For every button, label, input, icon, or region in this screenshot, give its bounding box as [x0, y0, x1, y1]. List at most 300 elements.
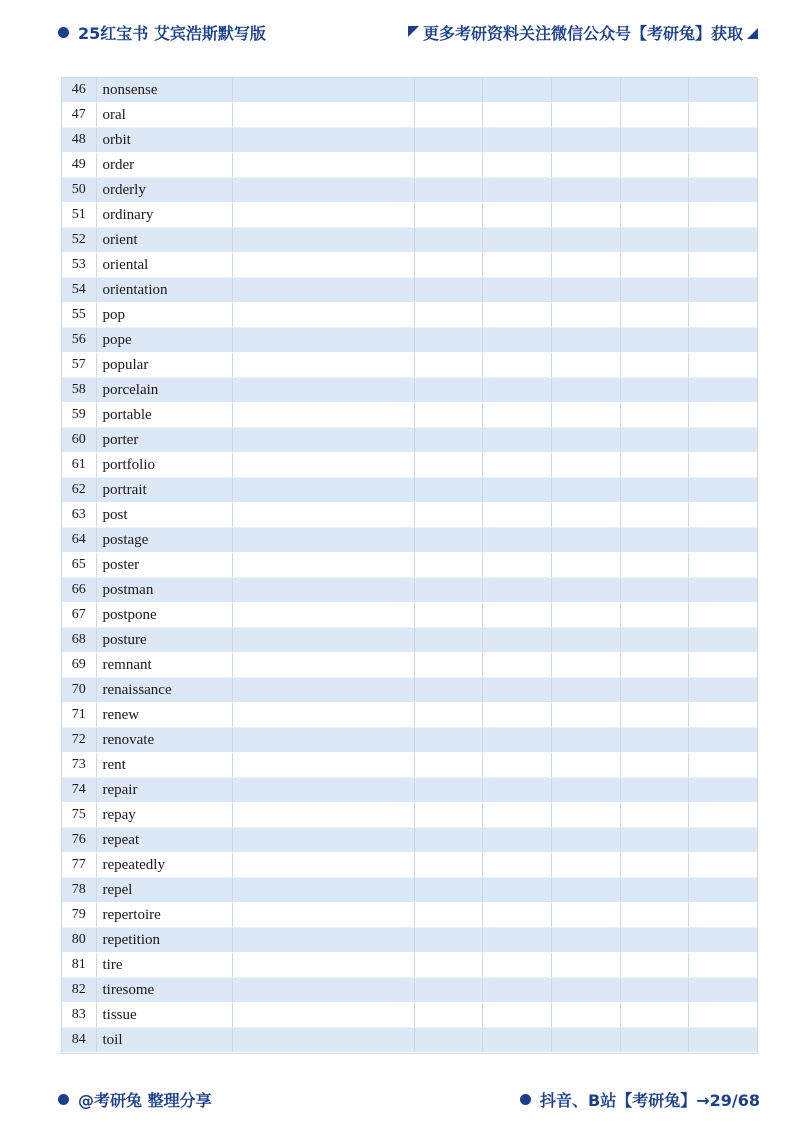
- row-number: 74: [62, 778, 96, 803]
- blank-answer-cell[interactable]: [232, 953, 414, 978]
- blank-answer-cell[interactable]: [551, 128, 620, 153]
- blank-answer-cell[interactable]: [620, 1028, 688, 1053]
- blank-answer-cell[interactable]: [688, 978, 757, 1003]
- blank-answer-cell[interactable]: [232, 278, 414, 303]
- blank-answer-cell[interactable]: [414, 753, 482, 778]
- blank-answer-cell[interactable]: [232, 503, 414, 528]
- blank-answer-cell[interactable]: [551, 928, 620, 953]
- blank-answer-cell[interactable]: [551, 453, 620, 478]
- blank-answer-cell[interactable]: [482, 728, 551, 753]
- blank-answer-cell[interactable]: [414, 153, 482, 178]
- blank-answer-cell[interactable]: [620, 828, 688, 853]
- blank-answer-cell[interactable]: [482, 228, 551, 253]
- blank-answer-cell[interactable]: [414, 878, 482, 903]
- blank-answer-cell[interactable]: [551, 478, 620, 503]
- blank-answer-cell[interactable]: [551, 528, 620, 553]
- blank-answer-cell[interactable]: [688, 828, 757, 853]
- blank-answer-cell[interactable]: [551, 753, 620, 778]
- blank-answer-cell[interactable]: [620, 953, 688, 978]
- blank-answer-cell[interactable]: [414, 478, 482, 503]
- blank-answer-cell[interactable]: [551, 278, 620, 303]
- blank-answer-cell[interactable]: [688, 603, 757, 628]
- blank-answer-cell[interactable]: [482, 778, 551, 803]
- blank-answer-cell[interactable]: [232, 1003, 414, 1028]
- table-row: [62, 1003, 757, 1028]
- blank-answer-cell[interactable]: [620, 503, 688, 528]
- blank-answer-cell[interactable]: [232, 228, 414, 253]
- blank-answer-cell[interactable]: [551, 178, 620, 203]
- blank-answer-cell[interactable]: [620, 278, 688, 303]
- vocab-word: tiresome: [96, 978, 232, 1003]
- blank-answer-cell[interactable]: [482, 753, 551, 778]
- blank-answer-cell[interactable]: [688, 703, 757, 728]
- blank-answer-cell[interactable]: [232, 753, 414, 778]
- blank-answer-cell[interactable]: [482, 603, 551, 628]
- blank-answer-cell[interactable]: [482, 478, 551, 503]
- blank-answer-cell[interactable]: [482, 378, 551, 403]
- blank-answer-cell[interactable]: [414, 103, 482, 128]
- row-number: 72: [62, 728, 96, 753]
- table-row: [62, 728, 757, 753]
- blank-answer-cell[interactable]: [551, 1003, 620, 1028]
- table-row: [62, 503, 757, 528]
- row-number: 81: [62, 953, 96, 978]
- blank-answer-cell[interactable]: [688, 153, 757, 178]
- table-row: [62, 928, 757, 953]
- blank-answer-cell[interactable]: [620, 303, 688, 328]
- blank-answer-cell[interactable]: [482, 428, 551, 453]
- blank-answer-cell[interactable]: [688, 928, 757, 953]
- blank-answer-cell[interactable]: [620, 928, 688, 953]
- blank-answer-cell[interactable]: [688, 428, 757, 453]
- blank-answer-cell[interactable]: [482, 653, 551, 678]
- page-footer: [0, 1085, 800, 1113]
- blank-answer-cell[interactable]: [414, 828, 482, 853]
- blank-answer-cell[interactable]: [414, 203, 482, 228]
- table-row: [62, 853, 757, 878]
- blank-answer-cell[interactable]: [620, 1003, 688, 1028]
- blank-answer-cell[interactable]: [414, 953, 482, 978]
- table-row: [62, 253, 757, 278]
- blank-answer-cell[interactable]: [414, 678, 482, 703]
- blank-answer-cell[interactable]: [482, 953, 551, 978]
- blank-answer-cell[interactable]: [232, 878, 414, 903]
- blank-answer-cell[interactable]: [482, 703, 551, 728]
- blank-answer-cell[interactable]: [414, 728, 482, 753]
- blank-answer-cell[interactable]: [688, 803, 757, 828]
- blank-answer-cell[interactable]: [620, 453, 688, 478]
- blank-answer-cell[interactable]: [688, 1003, 757, 1028]
- vocab-word: repetition: [96, 928, 232, 953]
- blank-answer-cell[interactable]: [620, 328, 688, 353]
- blank-answer-cell[interactable]: [232, 103, 414, 128]
- blank-answer-cell[interactable]: [620, 103, 688, 128]
- vocab-word: renaissance: [96, 678, 232, 703]
- row-number: 78: [62, 878, 96, 903]
- blank-answer-cell[interactable]: [688, 353, 757, 378]
- blank-answer-cell[interactable]: [551, 428, 620, 453]
- blank-answer-cell[interactable]: [688, 453, 757, 478]
- blank-answer-cell[interactable]: [482, 903, 551, 928]
- blank-answer-cell[interactable]: [232, 403, 414, 428]
- table-row: [62, 453, 757, 478]
- blank-answer-cell[interactable]: [688, 303, 757, 328]
- blank-answer-cell[interactable]: [232, 653, 414, 678]
- blank-answer-cell[interactable]: [232, 928, 414, 953]
- vocab-word: post: [96, 503, 232, 528]
- blank-answer-cell[interactable]: [232, 353, 414, 378]
- blank-answer-cell[interactable]: [414, 78, 482, 103]
- table-row: [62, 78, 757, 103]
- blank-answer-cell[interactable]: [620, 728, 688, 753]
- blank-answer-cell[interactable]: [414, 428, 482, 453]
- vocab-word: posture: [96, 628, 232, 653]
- blank-answer-cell[interactable]: [620, 703, 688, 728]
- row-number: 54: [62, 278, 96, 303]
- blank-answer-cell[interactable]: [620, 978, 688, 1003]
- blank-answer-cell[interactable]: [688, 653, 757, 678]
- blank-answer-cell[interactable]: [414, 1003, 482, 1028]
- blank-answer-cell[interactable]: [551, 553, 620, 578]
- blank-answer-cell[interactable]: [414, 503, 482, 528]
- row-number: 82: [62, 978, 96, 1003]
- blank-answer-cell[interactable]: [232, 328, 414, 353]
- blank-answer-cell[interactable]: [688, 553, 757, 578]
- footer-right: [520, 1085, 760, 1113]
- blank-answer-cell[interactable]: [414, 803, 482, 828]
- blank-answer-cell[interactable]: [482, 453, 551, 478]
- blank-answer-cell[interactable]: [620, 778, 688, 803]
- blank-answer-cell[interactable]: [232, 628, 414, 653]
- blank-answer-cell[interactable]: [482, 978, 551, 1003]
- blank-answer-cell[interactable]: [620, 378, 688, 403]
- blank-answer-cell[interactable]: [688, 728, 757, 753]
- blank-answer-cell[interactable]: [620, 253, 688, 278]
- blank-answer-cell[interactable]: [482, 328, 551, 353]
- blank-answer-cell[interactable]: [688, 678, 757, 703]
- blank-answer-cell[interactable]: [414, 378, 482, 403]
- blank-answer-cell[interactable]: [620, 428, 688, 453]
- table-row: [62, 778, 757, 803]
- blank-answer-cell[interactable]: [688, 128, 757, 153]
- header-left: [58, 18, 266, 46]
- blank-answer-cell[interactable]: [232, 903, 414, 928]
- blank-answer-cell[interactable]: [620, 628, 688, 653]
- blank-answer-cell[interactable]: [482, 828, 551, 853]
- blank-answer-cell[interactable]: [620, 678, 688, 703]
- blank-answer-cell[interactable]: [414, 603, 482, 628]
- blank-answer-cell[interactable]: [551, 253, 620, 278]
- blank-answer-cell[interactable]: [414, 303, 482, 328]
- vocab-word: tissue: [96, 1003, 232, 1028]
- blank-answer-cell[interactable]: [551, 328, 620, 353]
- blank-answer-cell[interactable]: [688, 253, 757, 278]
- blank-answer-cell[interactable]: [482, 178, 551, 203]
- blank-answer-cell[interactable]: [414, 128, 482, 153]
- blank-answer-cell[interactable]: [482, 128, 551, 153]
- blank-answer-cell[interactable]: [688, 78, 757, 103]
- blank-answer-cell[interactable]: [551, 603, 620, 628]
- blank-answer-cell[interactable]: [414, 628, 482, 653]
- table-row: [62, 703, 757, 728]
- blank-answer-cell[interactable]: [414, 778, 482, 803]
- blank-answer-cell[interactable]: [414, 253, 482, 278]
- blank-answer-cell[interactable]: [414, 703, 482, 728]
- blank-answer-cell[interactable]: [688, 103, 757, 128]
- blank-answer-cell[interactable]: [414, 278, 482, 303]
- blank-answer-cell[interactable]: [482, 78, 551, 103]
- blank-answer-cell[interactable]: [232, 603, 414, 628]
- blank-answer-cell[interactable]: [688, 378, 757, 403]
- blank-answer-cell[interactable]: [620, 78, 688, 103]
- blank-answer-cell[interactable]: [232, 978, 414, 1003]
- table-row: [62, 378, 757, 403]
- blank-answer-cell[interactable]: [620, 128, 688, 153]
- blank-answer-cell[interactable]: [620, 553, 688, 578]
- table-row: [62, 753, 757, 778]
- blank-answer-cell[interactable]: [620, 153, 688, 178]
- blank-answer-cell[interactable]: [232, 203, 414, 228]
- row-number: 73: [62, 753, 96, 778]
- table-row: [62, 128, 757, 153]
- vocab-word: portfolio: [96, 453, 232, 478]
- blank-answer-cell[interactable]: [232, 453, 414, 478]
- blank-answer-cell[interactable]: [414, 853, 482, 878]
- vocab-word: porter: [96, 428, 232, 453]
- blank-answer-cell[interactable]: [688, 953, 757, 978]
- vocab-word: pope: [96, 328, 232, 353]
- blank-answer-cell[interactable]: [688, 1028, 757, 1053]
- blank-answer-cell[interactable]: [482, 1028, 551, 1053]
- blank-answer-cell[interactable]: [551, 878, 620, 903]
- blank-answer-cell[interactable]: [232, 428, 414, 453]
- blank-answer-cell[interactable]: [414, 653, 482, 678]
- blank-answer-cell[interactable]: [414, 453, 482, 478]
- blank-answer-cell[interactable]: [551, 978, 620, 1003]
- table-row: [62, 803, 757, 828]
- blank-answer-cell[interactable]: [551, 103, 620, 128]
- table-row: [62, 278, 757, 303]
- blank-answer-cell[interactable]: [688, 178, 757, 203]
- table-row: [62, 303, 757, 328]
- blank-answer-cell[interactable]: [232, 478, 414, 503]
- row-number: 55: [62, 303, 96, 328]
- blank-answer-cell[interactable]: [232, 178, 414, 203]
- blank-answer-cell[interactable]: [620, 528, 688, 553]
- blank-answer-cell[interactable]: [688, 403, 757, 428]
- blank-answer-cell[interactable]: [232, 703, 414, 728]
- blank-answer-cell[interactable]: [620, 203, 688, 228]
- blank-answer-cell[interactable]: [551, 228, 620, 253]
- blank-answer-cell[interactable]: [482, 578, 551, 603]
- blank-answer-cell[interactable]: [482, 528, 551, 553]
- blank-answer-cell[interactable]: [620, 878, 688, 903]
- table-row: [62, 103, 757, 128]
- blank-answer-cell[interactable]: [482, 203, 551, 228]
- blank-answer-cell[interactable]: [414, 578, 482, 603]
- blank-answer-cell[interactable]: [688, 628, 757, 653]
- blank-answer-cell[interactable]: [482, 553, 551, 578]
- blank-answer-cell[interactable]: [620, 578, 688, 603]
- vocab-word: orient: [96, 228, 232, 253]
- vocab-word: repertoire: [96, 903, 232, 928]
- blank-answer-cell[interactable]: [551, 1028, 620, 1053]
- blank-answer-cell[interactable]: [688, 328, 757, 353]
- table-row: [62, 828, 757, 853]
- blank-answer-cell[interactable]: [232, 528, 414, 553]
- blank-answer-cell[interactable]: [232, 728, 414, 753]
- blank-answer-cell[interactable]: [232, 553, 414, 578]
- blank-answer-cell[interactable]: [688, 753, 757, 778]
- blank-answer-cell[interactable]: [482, 303, 551, 328]
- blank-answer-cell[interactable]: [688, 903, 757, 928]
- blank-answer-cell[interactable]: [620, 603, 688, 628]
- blank-answer-cell[interactable]: [620, 903, 688, 928]
- vocab-word: repeatedly: [96, 853, 232, 878]
- vocab-word: tire: [96, 953, 232, 978]
- row-number: 58: [62, 378, 96, 403]
- vocab-word: repeat: [96, 828, 232, 853]
- blank-answer-cell[interactable]: [688, 203, 757, 228]
- blank-answer-cell[interactable]: [551, 378, 620, 403]
- table-row: [62, 153, 757, 178]
- vocab-word: order: [96, 153, 232, 178]
- blank-answer-cell[interactable]: [414, 328, 482, 353]
- blank-answer-cell[interactable]: [551, 653, 620, 678]
- blank-answer-cell[interactable]: [688, 578, 757, 603]
- blank-answer-cell[interactable]: [232, 1028, 414, 1053]
- blank-answer-cell[interactable]: [414, 553, 482, 578]
- blank-answer-cell[interactable]: [620, 478, 688, 503]
- blank-answer-cell[interactable]: [551, 853, 620, 878]
- blank-answer-cell[interactable]: [414, 528, 482, 553]
- blank-answer-cell[interactable]: [232, 828, 414, 853]
- blank-answer-cell[interactable]: [551, 903, 620, 928]
- blank-answer-cell[interactable]: [551, 503, 620, 528]
- blank-answer-cell[interactable]: [551, 778, 620, 803]
- vocab-word: portrait: [96, 478, 232, 503]
- blank-answer-cell[interactable]: [620, 403, 688, 428]
- blank-answer-cell[interactable]: [482, 853, 551, 878]
- blank-answer-cell[interactable]: [414, 903, 482, 928]
- blank-answer-cell[interactable]: [551, 728, 620, 753]
- blank-answer-cell[interactable]: [232, 578, 414, 603]
- vocab-word: rent: [96, 753, 232, 778]
- blank-answer-cell[interactable]: [688, 778, 757, 803]
- blank-answer-cell[interactable]: [232, 153, 414, 178]
- blank-answer-cell[interactable]: [482, 1003, 551, 1028]
- blank-answer-cell[interactable]: [414, 178, 482, 203]
- blank-answer-cell[interactable]: [688, 503, 757, 528]
- blank-answer-cell[interactable]: [232, 778, 414, 803]
- vocab-word: orbit: [96, 128, 232, 153]
- blank-answer-cell[interactable]: [482, 928, 551, 953]
- blank-answer-cell[interactable]: [688, 878, 757, 903]
- blank-answer-cell[interactable]: [551, 153, 620, 178]
- row-number: 50: [62, 178, 96, 203]
- blank-answer-cell[interactable]: [688, 853, 757, 878]
- blank-answer-cell[interactable]: [232, 303, 414, 328]
- table-row: [62, 553, 757, 578]
- blank-answer-cell[interactable]: [482, 403, 551, 428]
- blank-answer-cell[interactable]: [232, 128, 414, 153]
- blank-answer-cell[interactable]: [414, 403, 482, 428]
- blank-answer-cell[interactable]: [482, 153, 551, 178]
- blank-answer-cell[interactable]: [482, 353, 551, 378]
- vocab-word: toil: [96, 1028, 232, 1053]
- header-book-title: 25红宝书 艾宾浩斯默写版: [78, 23, 266, 43]
- blank-answer-cell[interactable]: [232, 803, 414, 828]
- row-number: 56: [62, 328, 96, 353]
- vocab-table-container: [61, 77, 758, 1054]
- blank-answer-cell[interactable]: [482, 103, 551, 128]
- vocab-word: repair: [96, 778, 232, 803]
- blank-answer-cell[interactable]: [551, 703, 620, 728]
- blank-answer-cell[interactable]: [551, 403, 620, 428]
- blank-answer-cell[interactable]: [482, 503, 551, 528]
- blank-answer-cell[interactable]: [551, 828, 620, 853]
- blank-answer-cell[interactable]: [551, 953, 620, 978]
- blank-answer-cell[interactable]: [620, 228, 688, 253]
- blank-answer-cell[interactable]: [551, 203, 620, 228]
- blank-answer-cell[interactable]: [482, 678, 551, 703]
- table-row: [62, 878, 757, 903]
- blank-answer-cell[interactable]: [414, 353, 482, 378]
- blank-answer-cell[interactable]: [232, 78, 414, 103]
- blank-answer-cell[interactable]: [551, 303, 620, 328]
- blank-answer-cell[interactable]: [232, 853, 414, 878]
- blank-answer-cell[interactable]: [551, 628, 620, 653]
- table-row: [62, 178, 757, 203]
- blank-answer-cell[interactable]: [232, 678, 414, 703]
- blank-answer-cell[interactable]: [232, 253, 414, 278]
- blank-answer-cell[interactable]: [620, 753, 688, 778]
- blank-answer-cell[interactable]: [551, 78, 620, 103]
- vocab-word: repel: [96, 878, 232, 903]
- blank-answer-cell[interactable]: [620, 353, 688, 378]
- table-row: [62, 653, 757, 678]
- blank-answer-cell[interactable]: [414, 228, 482, 253]
- blank-answer-cell[interactable]: [414, 1028, 482, 1053]
- blank-answer-cell[interactable]: [482, 628, 551, 653]
- blank-answer-cell[interactable]: [688, 528, 757, 553]
- row-number: 64: [62, 528, 96, 553]
- footer-credit: @考研兔 整理分享: [78, 1090, 212, 1110]
- vocab-word: remnant: [96, 653, 232, 678]
- blank-answer-cell[interactable]: [414, 978, 482, 1003]
- blank-answer-cell[interactable]: [620, 178, 688, 203]
- blank-answer-cell[interactable]: [620, 853, 688, 878]
- blank-answer-cell[interactable]: [482, 878, 551, 903]
- blank-answer-cell[interactable]: [551, 803, 620, 828]
- blank-answer-cell[interactable]: [232, 378, 414, 403]
- table-row: [62, 603, 757, 628]
- row-number: 53: [62, 253, 96, 278]
- blank-answer-cell[interactable]: [482, 253, 551, 278]
- blank-answer-cell[interactable]: [688, 228, 757, 253]
- blank-answer-cell[interactable]: [688, 278, 757, 303]
- blank-answer-cell[interactable]: [620, 803, 688, 828]
- blank-answer-cell[interactable]: [414, 928, 482, 953]
- blank-answer-cell[interactable]: [482, 278, 551, 303]
- blank-answer-cell[interactable]: [688, 478, 757, 503]
- blank-answer-cell[interactable]: [551, 353, 620, 378]
- blank-answer-cell[interactable]: [482, 803, 551, 828]
- vocab-word: pop: [96, 303, 232, 328]
- blank-answer-cell[interactable]: [620, 653, 688, 678]
- blank-answer-cell[interactable]: [551, 578, 620, 603]
- blank-answer-cell[interactable]: [551, 678, 620, 703]
